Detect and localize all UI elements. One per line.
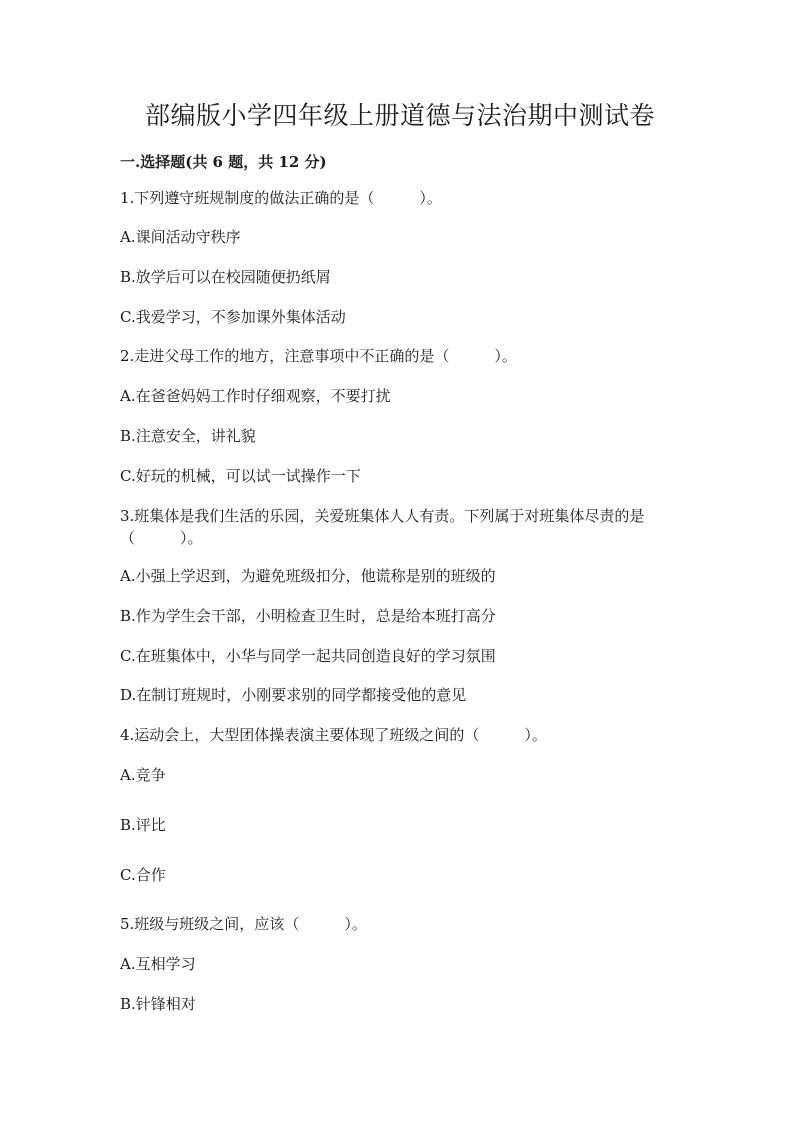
question-3-option-a: A.小强上学迟到，为避免班级扣分，他谎称是别的班级的 bbox=[120, 567, 496, 585]
question-stem-1: 1.下列遵守班规制度的做法正确的是（ ）。 bbox=[120, 189, 442, 207]
question-2-option-b: B.注意安全，讲礼貌 bbox=[120, 427, 256, 445]
section-heading: 一.选择题(共 6 题，共 12 分) bbox=[120, 153, 327, 171]
question-stem-2: 2.走进父母工作的地方，注意事项中不正确的是（ ）。 bbox=[120, 347, 517, 365]
question-1-option-c: C.我爱学习，不参加课外集体活动 bbox=[120, 308, 346, 326]
question-4-option-a: A.竞争 bbox=[120, 766, 166, 784]
question-stem-3: 3.班集体是我们生活的乐园，关爱班集体人人有责。下列属于对班集体尽责的是（ ）。 bbox=[120, 507, 645, 547]
question-stem-5: 5.班级与班级之间，应该（ ）。 bbox=[120, 915, 367, 933]
question-1-option-a: A.课间活动守秩序 bbox=[120, 228, 241, 246]
question-4-option-b: B.评比 bbox=[120, 816, 166, 834]
question-2-option-c: C.好玩的机械，可以试一试操作一下 bbox=[120, 467, 361, 485]
page-title: 部编版小学四年级上册道德与法治期中测试卷 bbox=[144, 101, 655, 130]
question-stem-4: 4.运动会上，大型团体操表演主要体现了班级之间的（ ）。 bbox=[120, 726, 547, 744]
question-5-option-b: B.针锋相对 bbox=[120, 995, 196, 1013]
question-4-option-c: C.合作 bbox=[120, 866, 166, 884]
question-5-option-a: A.互相学习 bbox=[120, 955, 196, 973]
question-3-option-c: C.在班集体中，小华与同学一起共同创造良好的学习氛围 bbox=[120, 647, 496, 665]
question-3-option-b: B.作为学生会干部，小明检查卫生时，总是给本班打高分 bbox=[120, 607, 496, 625]
question-3-option-d: D.在制订班规时，小刚要求别的同学都接受他的意见 bbox=[120, 686, 467, 704]
question-2-option-a: A.在爸爸妈妈工作时仔细观察，不要打扰 bbox=[120, 387, 391, 405]
question-1-option-b: B.放学后可以在校园随便扔纸屑 bbox=[120, 268, 331, 286]
